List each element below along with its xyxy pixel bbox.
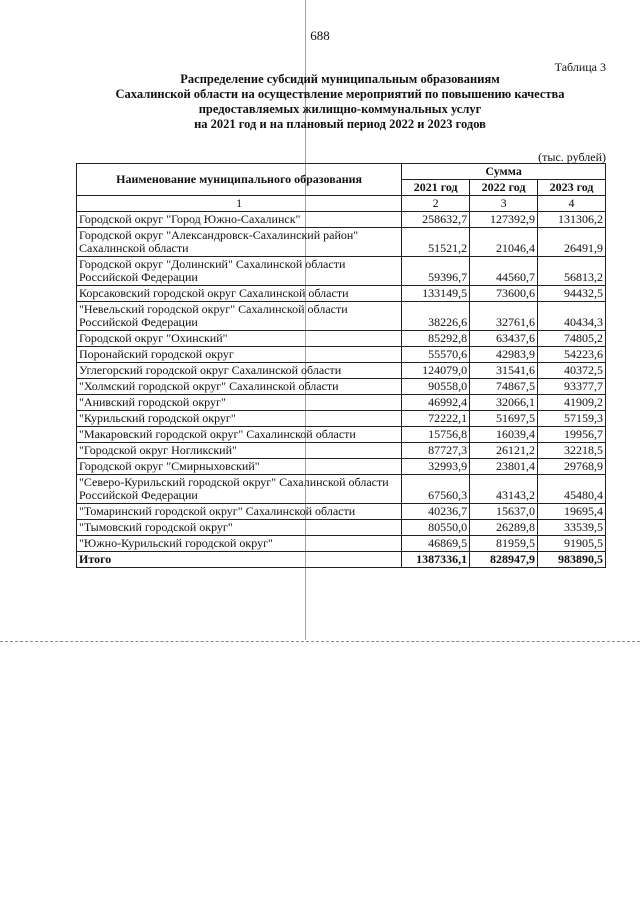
table-body: [77, 212, 606, 552]
value-2023: 131306,2: [538, 212, 606, 228]
municipality-name: "Городской округ Ногликский": [77, 443, 402, 459]
municipality-name: "Тымовский городской округ": [77, 520, 402, 536]
value-2023: 57159,3: [538, 411, 606, 427]
municipality-name: "Анивский городской округ": [77, 395, 402, 411]
value-2021: 32993,9: [402, 459, 470, 475]
table-row: [77, 212, 606, 228]
value-2022: 51697,5: [470, 411, 538, 427]
municipality-name: "Томаринский городской округ" Сахалинской области: [77, 504, 402, 520]
table-row: [77, 475, 606, 504]
municipality-name: Городской округ "Александровск-Сахалинский район" Сахалинской области: [77, 228, 402, 257]
value-2022: 26289,8: [470, 520, 538, 536]
value-2021: 55570,6: [402, 347, 470, 363]
value-2021: 133149,5: [402, 286, 470, 302]
value-2023: 33539,5: [538, 520, 606, 536]
municipality-name: "Северо-Курильский городской округ" Сахалинской области Российской Федерации: [77, 475, 402, 504]
value-2022: 31541,6: [470, 363, 538, 379]
value-2022: 127392,9: [470, 212, 538, 228]
municipality-name: "Холмский городской округ" Сахалинской области: [77, 379, 402, 395]
value-2022: 63437,6: [470, 331, 538, 347]
value-2022: 43143,2: [470, 475, 538, 504]
title-line: на 2021 год и на плановый период 2022 и 2023 годов: [194, 117, 486, 131]
value-2023: 54223,6: [538, 347, 606, 363]
value-2022: 42983,9: [470, 347, 538, 363]
municipality-name: Поронайский городской округ: [77, 347, 402, 363]
value-2021: 46869,5: [402, 536, 470, 552]
total-row: [77, 552, 606, 568]
header-year-2021: 2021 год: [402, 180, 470, 196]
value-2023: 74805,2: [538, 331, 606, 347]
municipality-name: "Южно-Курильский городской округ": [77, 536, 402, 552]
value-2021: 51521,2: [402, 228, 470, 257]
units-label: (тыс. рублей): [538, 150, 606, 164]
value-2022: 26121,2: [470, 443, 538, 459]
value-2021: 40236,7: [402, 504, 470, 520]
total-2023: 983890,5: [538, 552, 606, 568]
table-row: [77, 536, 606, 552]
value-2021: 85292,8: [402, 331, 470, 347]
header-name-column: Наименование муниципального образования: [77, 164, 402, 196]
municipality-name: Корсаковский городской округ Сахалинской области: [77, 286, 402, 302]
value-2021: 15756,8: [402, 427, 470, 443]
table-row: [77, 286, 606, 302]
value-2023: 93377,7: [538, 379, 606, 395]
value-2023: 41909,2: [538, 395, 606, 411]
subsidies-table: [76, 163, 606, 568]
document-title: [80, 72, 600, 132]
value-2021: 80550,0: [402, 520, 470, 536]
value-2021: 72222,1: [402, 411, 470, 427]
value-2022: 16039,4: [470, 427, 538, 443]
table-row: [77, 363, 606, 379]
municipality-name: "Невельский городской округ" Сахалинской области Российской Федерации: [77, 302, 402, 331]
value-2023: 56813,2: [538, 257, 606, 286]
column-number: 2: [402, 196, 470, 212]
value-2022: 32761,6: [470, 302, 538, 331]
header-year-2023: 2023 год: [538, 180, 606, 196]
value-2021: 59396,7: [402, 257, 470, 286]
value-2023: 40434,3: [538, 302, 606, 331]
municipality-name: Городской округ "Долинский" Сахалинской области Российской Федерации: [77, 257, 402, 286]
municipality-name: Городской округ "Город Южно-Сахалинск": [77, 212, 402, 228]
value-2022: 15637,0: [470, 504, 538, 520]
table-row: [77, 427, 606, 443]
table-row: [77, 459, 606, 475]
value-2023: 29768,9: [538, 459, 606, 475]
municipality-name: "Макаровский городской округ" Сахалинской области: [77, 427, 402, 443]
municipality-name: Углегорский городской округ Сахалинской области: [77, 363, 402, 379]
value-2023: 91905,5: [538, 536, 606, 552]
municipality-name: "Курильский городской округ": [77, 411, 402, 427]
value-2021: 46992,4: [402, 395, 470, 411]
value-2022: 44560,7: [470, 257, 538, 286]
value-2021: 124079,0: [402, 363, 470, 379]
table-row: [77, 395, 606, 411]
value-2023: 19956,7: [538, 427, 606, 443]
title-line: Распределение субсидий муниципальным образованиям: [180, 72, 500, 86]
title-line: предоставляемых жилищно-коммунальных услуг: [198, 102, 482, 116]
value-2022: 81959,5: [470, 536, 538, 552]
header-year-2022: 2022 год: [470, 180, 538, 196]
table-row: [77, 331, 606, 347]
table-row: [77, 379, 606, 395]
table-row: [77, 257, 606, 286]
page-number: 688: [310, 28, 330, 43]
value-2023: 40372,5: [538, 363, 606, 379]
value-2022: 32066,1: [470, 395, 538, 411]
scan-dash-line: [0, 641, 640, 642]
value-2021: 87727,3: [402, 443, 470, 459]
value-2022: 74867,5: [470, 379, 538, 395]
value-2022: 21046,4: [470, 228, 538, 257]
value-2021: 258632,7: [402, 212, 470, 228]
value-2023: 32218,5: [538, 443, 606, 459]
value-2023: 94432,5: [538, 286, 606, 302]
value-2021: 38226,6: [402, 302, 470, 331]
value-2022: 73600,6: [470, 286, 538, 302]
total-label: Итого: [77, 552, 402, 568]
title-line: Сахалинской области на осуществление мероприятий по повышению качества: [115, 87, 565, 101]
total-2021: 1387336,1: [402, 552, 470, 568]
header-sum-column: Сумма: [402, 164, 606, 180]
value-2021: 90558,0: [402, 379, 470, 395]
table-row: [77, 228, 606, 257]
value-2023: 45480,4: [538, 475, 606, 504]
table-row: [77, 443, 606, 459]
value-2021: 67560,3: [402, 475, 470, 504]
municipality-name: Городской округ "Смирныховский": [77, 459, 402, 475]
table-row: [77, 347, 606, 363]
column-number: 4: [538, 196, 606, 212]
column-number: 1: [77, 196, 402, 212]
table-row: [77, 520, 606, 536]
total-2022: 828947,9: [470, 552, 538, 568]
table-label: Таблица 3: [554, 60, 606, 74]
municipality-name: Городской округ "Охинский": [77, 331, 402, 347]
table-row: [77, 302, 606, 331]
value-2023: 19695,4: [538, 504, 606, 520]
column-number: 3: [470, 196, 538, 212]
table-row: [77, 504, 606, 520]
table-row: [77, 411, 606, 427]
value-2022: 23801,4: [470, 459, 538, 475]
value-2023: 26491,9: [538, 228, 606, 257]
